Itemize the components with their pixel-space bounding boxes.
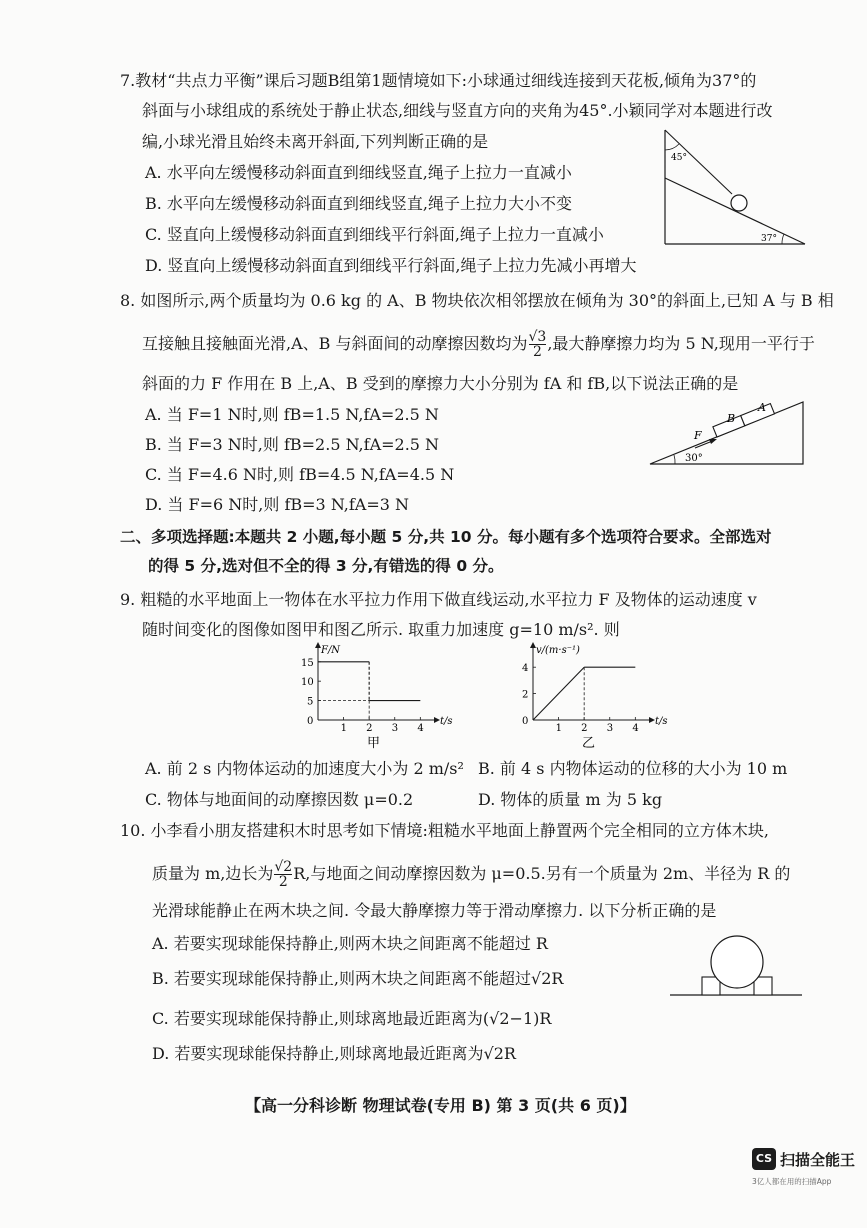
section2-heading-line1: 二、多项选择题:本题共 2 小题,每小题 5 分,共 10 分。每小题有多个选项符合要求。全部选对 — [120, 528, 772, 546]
q8-option-c: C. 当 F=4.6 N时,则 fB=4.5 N,fA=4.5 N — [145, 465, 455, 484]
section2-heading-line2: 的得 5 分,选对但不全的得 3 分,有错选的得 0 分。 — [148, 557, 504, 575]
q8-line2-part1: 互接触且接触面光滑,A、B 与斜面间的动摩擦因数均为 — [142, 334, 528, 353]
q10-line2-part1: 质量为 m,边长为 — [152, 864, 274, 883]
q7-option-c: C. 竖直向上缓慢移动斜面直到细线平行斜面,绳子上拉力一直减小 — [145, 225, 604, 244]
q10-line2-part2: R,与地面之间动摩擦因数为 μ=0.5.另有一个质量为 2m、半径为 R 的 — [293, 864, 791, 883]
jia-x-tick-label: 1 — [340, 723, 347, 734]
label-a: A — [758, 401, 766, 414]
q7-option-d: D. 竖直向上缓慢移动斜面直到细线平行斜面,绳子上拉力先减小再增大 — [145, 256, 637, 275]
q8-figure — [645, 400, 810, 470]
q7-angle-slope: 37° — [761, 234, 777, 244]
label-f: F — [694, 429, 702, 442]
jia-xlabel: t/s — [440, 716, 453, 727]
jia-x-tick-label: 4 — [417, 723, 424, 734]
q9-stem-line1: 9. 粗糙的水平地面上一物体在水平拉力作用下做直线运动,水平拉力 F 及物体的运动速度 v — [120, 590, 757, 609]
q7-option-b: B. 水平向左缓慢移动斜面直到细线竖直,绳子上拉力大小不变 — [145, 194, 573, 213]
q9-option-d: D. 物体的质量 m 为 5 kg — [478, 790, 663, 809]
q10-stem-line1: 10. 小李看小朋友搭建积木时思考如下情境:粗糙水平地面上静置两个完全相同的立方体木块, — [120, 821, 770, 840]
q10-figure — [668, 932, 806, 1002]
q7-option-a: A. 水平向左缓慢移动斜面直到细线竖直,绳子上拉力一直减小 — [145, 163, 572, 182]
q8-option-d: D. 当 F=6 N时,则 fB=3 N,fA=3 N — [145, 495, 410, 514]
q10-option-a: A. 若要实现球能保持静止,则两木块之间距离不能超过 R — [152, 934, 548, 953]
scanner-watermark — [752, 1148, 856, 1186]
jia-x-tick-label: 2 — [366, 723, 373, 734]
yi-x-tick-label: 1 — [555, 723, 562, 734]
q8-fraction: $\frac{√3}{2}$ — [528, 329, 547, 360]
jia-ylabel: F/N — [321, 645, 341, 656]
q10-option-d: D. 若要实现球能保持静止,则球离地最近距离为√2R — [152, 1044, 516, 1063]
q8-stem-line1: 8. 如图所示,两个质量均为 0.6 kg 的 A、B 物块依次相邻摆放在倾角为 30°的斜面上,已知 A 与 B 相 — [120, 291, 834, 310]
yi-caption: 乙 — [582, 736, 596, 750]
q7-figure — [660, 128, 810, 250]
jia-caption: 甲 — [367, 736, 381, 750]
q7-stem-line1: 7.教材“共点力平衡”课后习题B组第1题情境如下:小球通过细线连接到天花板,倾角为37°的 — [120, 71, 757, 90]
q10-option-b: B. 若要实现球能保持静止,则两木块之间距离不能超过√2R — [152, 969, 564, 988]
q10-fraction: $\frac{√2}{2}$ — [274, 859, 293, 890]
yi-x-tick-label: 2 — [581, 723, 588, 734]
yi-xlabel: t/s — [655, 716, 668, 727]
q9-option-b: B. 前 4 s 内物体运动的位移的大小为 10 m — [478, 759, 788, 778]
page-footer: 【高一分科诊断 物理试卷(专用 B) 第 3 页(共 6 页)】 — [245, 1096, 636, 1115]
q10-option-c: C. 若要实现球能保持静止,则球离地最近距离为(√2−1)R — [152, 1009, 552, 1028]
scanner-name: 扫描全能王 — [780, 1150, 856, 1169]
q9-stem-line2: 随时间变化的图像如图甲和图乙所示. 取重力加速度 g=10 m/s². 则 — [142, 620, 620, 639]
yi-x-tick-label: 4 — [632, 723, 639, 734]
scanner-logo-icon: CS — [752, 1148, 776, 1170]
q8-option-a: A. 当 F=1 N时,则 fB=1.5 N,fA=2.5 N — [145, 405, 439, 424]
sphere — [711, 936, 763, 988]
label-b: B — [727, 412, 736, 425]
chart-yi — [505, 640, 675, 750]
q8-stem-line3: 斜面的力 F 作用在 B 上,A、B 受到的摩擦力大小分别为 fA 和 fB,以下说法正确的是 — [142, 374, 739, 393]
q9-option-a: A. 前 2 s 内物体运动的加速度大小为 2 m/s² — [145, 759, 464, 778]
chart-jia — [290, 640, 460, 750]
yi-x-tick-label: 3 — [606, 723, 614, 734]
q8-angle-label: 30° — [685, 453, 703, 464]
jia-y-tick-label: 5 — [307, 696, 314, 708]
q7-angle-string: 45° — [671, 153, 687, 163]
yi-series-segment — [533, 667, 584, 720]
jia-y-tick-label: 15 — [301, 657, 314, 669]
yi-y-tick-label: 4 — [522, 663, 529, 675]
jia-x-tick-label: 3 — [391, 723, 399, 734]
yi-y-tick-label: 2 — [522, 689, 529, 701]
yi-ylabel: v/(m·s⁻¹) — [536, 645, 580, 656]
scanner-slogan: 3亿人都在用的扫描App — [752, 1177, 832, 1186]
q10-stem-line3: 光滑球能静止在两木块之间. 令最大静摩擦力等于滑动摩擦力. 以下分析正确的是 — [152, 901, 717, 920]
yi-y-tick-label: 0 — [522, 716, 529, 727]
q8-stem-line2 — [142, 330, 815, 359]
q8-line2-part2: ,最大静摩擦力均为 5 N,现用一平行于 — [547, 334, 815, 353]
jia-y-tick-label: 0 — [307, 716, 314, 727]
ball — [731, 195, 747, 211]
q9-option-c: C. 物体与地面间的动摩擦因数 μ=0.2 — [145, 790, 414, 809]
q7-stem-line3: 编,小球光滑且始终未离开斜面,下列判断正确的是 — [142, 132, 489, 151]
q10-stem-line2 — [152, 860, 790, 889]
jia-y-tick-label: 10 — [301, 677, 314, 689]
q7-stem-line2: 斜面与小球组成的系统处于静止状态,细线与竖直方向的夹角为45°.小颖同学对本题进行改 — [142, 101, 773, 120]
q8-option-b: B. 当 F=3 N时,则 fB=2.5 N,fA=2.5 N — [145, 435, 440, 454]
